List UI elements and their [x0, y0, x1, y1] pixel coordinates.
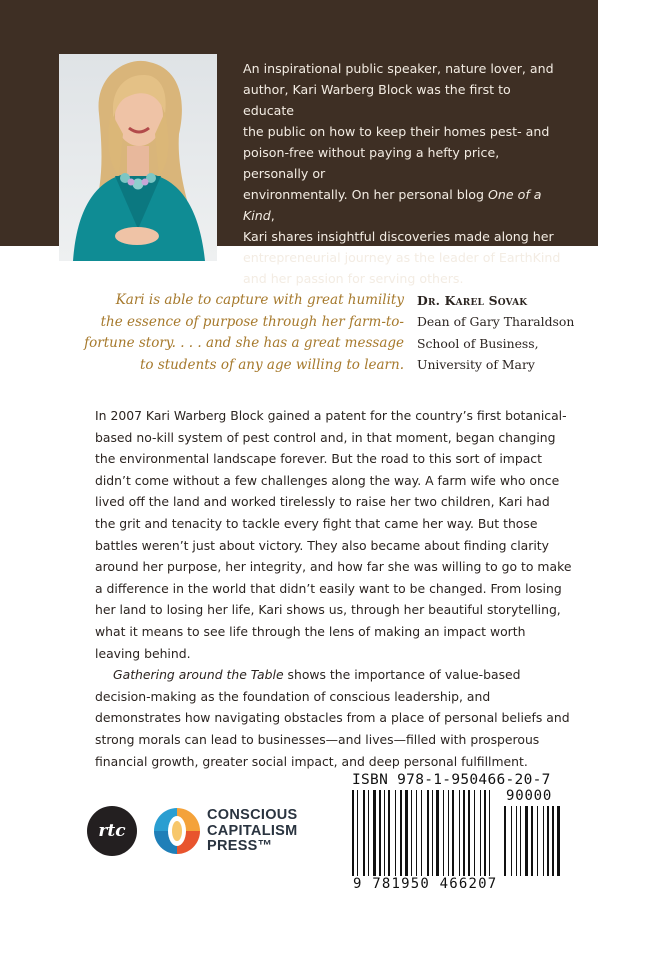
bio-line: [243, 184, 565, 226]
barcode-bar: [516, 806, 517, 876]
barcode-bar: [432, 790, 433, 876]
barcode-bar: [463, 790, 465, 876]
endorsement-attribution: [417, 290, 577, 376]
bio-line: Kari shares insightful discoveries made along her: [243, 229, 554, 244]
barcode-bar: [448, 790, 449, 876]
isbn-label: ISBN 978-1-950466-20-7: [352, 772, 551, 788]
barcode-bar: [384, 790, 385, 876]
barcode-bar: [405, 790, 408, 876]
barcode-bar: [388, 790, 390, 876]
barcode-bar: [489, 790, 490, 876]
barcode-bar: [480, 790, 481, 876]
barcode-bar: [504, 806, 506, 876]
description-paragraph: In 2007 Kari Warberg Block gained a patent for the country’s first botanical-based no-kill system of pest control and, in that moment, began changing the environmental landscape forever. But the road to this sort of impact didn’t come without a few challenges along the way. A farm wife who once lived off the land and worked tirelessly to raise her two children, Kari had the grit and tenacity to tackle every fight that came her way. But those battles weren’t just about victory. They also became about finding clarity around her purpose, her integrity, and how far she was willing to go to make a difference in the world that didn’t easily want to be changed. From losing her land to losing her life, Kari shows us, through her beautiful storytelling, what it means to see life through the lens of making an impact worth leaving behind.: [95, 408, 572, 661]
barcode-bar: [547, 806, 549, 876]
barcode-bar: [511, 806, 512, 876]
barcode-bar: [443, 790, 444, 876]
endorser-title: School of Business,: [417, 335, 539, 351]
bio-text: environmentally. On her personal blog: [243, 187, 488, 202]
bio-line: entrepreneurial journey as the leader of EarthKind: [243, 250, 561, 265]
bio-line: the public on how to keep their homes pest- and: [243, 124, 550, 139]
barcode-bar: [357, 790, 358, 876]
price-code: 90000: [506, 788, 553, 804]
barcode-bar: [552, 806, 554, 876]
barcode-bar: [395, 790, 396, 876]
barcode-bar: [400, 790, 402, 876]
quote-line: fortune story. . . . and she has a great message: [84, 335, 404, 352]
blog-title: One of a Kind: [243, 187, 542, 223]
endorser-title: Dean of Gary Tharaldson: [417, 314, 575, 330]
book-description: [95, 405, 573, 772]
author-photo: [59, 54, 217, 261]
endorser-title: University of Mary: [417, 357, 535, 373]
barcode-bar: [531, 806, 533, 876]
conscious-capitalism-logo-icon: [152, 806, 202, 856]
description-paragraph: [95, 664, 573, 772]
bio-line: author, Kari Warberg Block was the first to educate: [243, 82, 511, 118]
barcode-bar: [484, 790, 486, 876]
bio-line: An inspirational public speaker, nature lover, and: [243, 61, 554, 76]
bio-text: ,: [270, 208, 275, 223]
book-title: Gathering around the Table: [113, 667, 284, 683]
barcode-bar: [459, 790, 460, 876]
barcode-bar: [352, 790, 354, 876]
barcode-bar: [557, 806, 560, 876]
barcode-digits: 9 781950 466207: [353, 876, 498, 892]
barcode-bar: [427, 790, 429, 876]
publisher-line: CONSCIOUS: [207, 807, 298, 823]
barcode-bar: [421, 790, 422, 876]
barcode-bar: [474, 790, 475, 876]
barcode-bar: [411, 790, 412, 876]
endorser-name: Dr. Karel Sovak: [417, 293, 528, 308]
quote-line: Kari is able to capture with great humility: [115, 292, 404, 308]
bio-line: and her passion for serving others.: [243, 271, 464, 286]
barcode-bar: [379, 790, 381, 876]
description-text: shows the importance of value-based decision-making as the foundation of conscious leadership, and demonstrates how navigating obstacles from a place of personal beliefs and strong morals can lead to businesses—and lives—filled with prosperous financial growth, greater social impact, and deep personal fulfillment.: [95, 667, 570, 769]
rtc-logo: rtc: [87, 806, 137, 856]
quote-line: the essence of purpose through her farm-to-: [100, 313, 404, 330]
barcode-bar: [543, 806, 544, 876]
barcode-bar: [368, 790, 369, 876]
barcode-bar: [452, 790, 454, 876]
publisher-line: CAPITALISM: [207, 822, 298, 839]
quote-line: to students of any age willing to learn.: [139, 356, 404, 373]
endorsement-quote: [80, 290, 404, 376]
bio-line: poison-free without paying a hefty price, personally or: [243, 145, 500, 181]
barcode-bar: [537, 806, 538, 876]
barcode-bar: [373, 790, 376, 876]
publisher-name: [207, 808, 317, 855]
barcode-bar: [436, 790, 439, 876]
barcode-bar: [468, 790, 470, 876]
author-bio: [243, 58, 565, 289]
barcode-bar: [416, 790, 417, 876]
publisher-line: PRESS™: [207, 838, 273, 855]
barcode-bar: [363, 790, 365, 876]
barcode-bar: [525, 806, 528, 876]
barcode-bar: [520, 806, 521, 876]
